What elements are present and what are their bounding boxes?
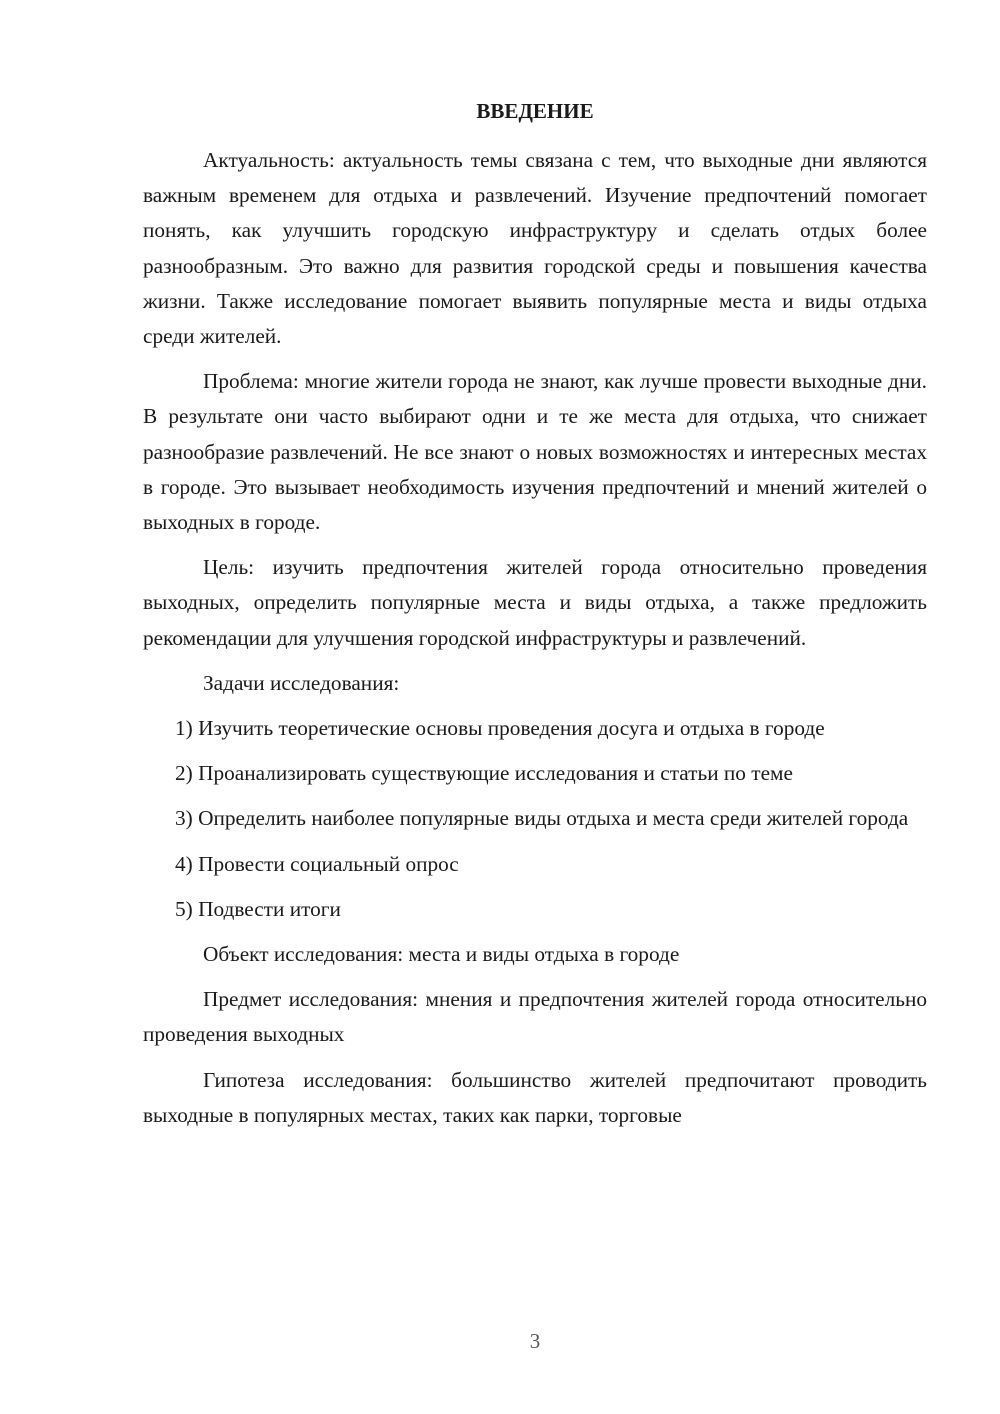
task-item-3: 3) Определить наиболее популярные виды отдыха и места среди жителей города bbox=[175, 806, 909, 831]
task-item-1: 1) Изучить теоретические основы проведения досуга и отдыха в городе bbox=[175, 716, 825, 741]
task-item-5: 5) Подвести итоги bbox=[175, 896, 341, 921]
paragraph-hypothesis: Гипотеза исследования: большинство жителей предпочитают проводить выходные в популярных местах, таких как парки, торговые bbox=[143, 1067, 927, 1127]
paragraph-object: Объект исследования: места и виды отдыха в городе bbox=[203, 942, 680, 967]
paragraph-subject: Предмет исследования: мнения и предпочтения жителей города относительно проведения выходных bbox=[143, 987, 927, 1047]
paragraph-relevance: Актуальность: актуальность темы связана с тем, что выходные дни являются важным временем для отдыха и развлечений. Изучение предпочтений помогает понять, как улучшить городскую инфраструктуру и сделать отдых более разнообразным. Это важно для развития городской среды и повышения качества жизни. Также исследование помогает выявить популярные места и виды отдыха среди жителей. bbox=[143, 148, 927, 349]
task-item-2: 2) Проанализировать существующие исследования и статьи по теме bbox=[175, 761, 793, 786]
document-page bbox=[143, 94, 927, 1143]
tasks-heading: Задачи исследования: bbox=[203, 670, 400, 695]
task-item-4: 4) Провести социальный опрос bbox=[175, 851, 459, 876]
page-number: 3 bbox=[529, 1329, 541, 1353]
paragraph-goal: Цель: изучить предпочтения жителей города относительно проведения выходных, определить популярные места и виды отдыха, а также предложить рекомендации для улучшения городской инфраструктуры и развлечений. bbox=[143, 555, 927, 650]
paragraph-problem: Проблема: многие жители города не знают, как лучше провести выходные дни. В результате они часто выбирают одни и те же места для отдыха, что снижает разнообразие развлечений. Не все знают о новых возможностях и интересных местах в городе. Это вызывает необходимость изучения предпочтений и мнений жителей о выходных в городе. bbox=[143, 369, 927, 535]
section-title: ВВЕДЕНИЕ bbox=[476, 99, 594, 123]
